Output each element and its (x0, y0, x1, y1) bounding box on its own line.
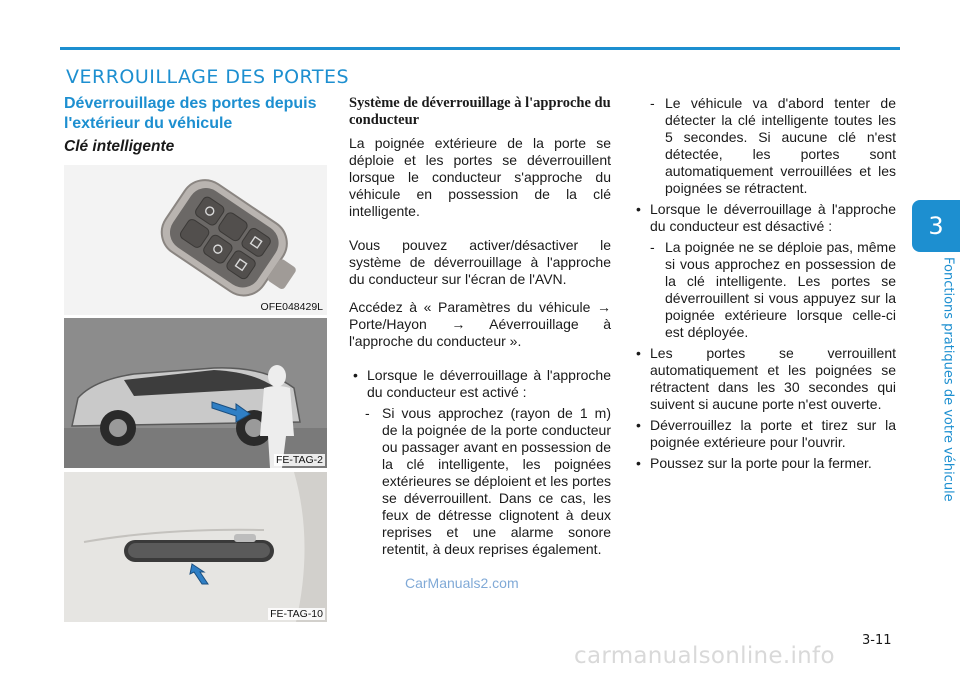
bullet-item: • Poussez sur la porte pour la fermer. (632, 455, 896, 472)
dash-text: Si vous approchez (rayon de 1 m) de la poignée de la porte conducteur ou passager avant en possession de la clé intelligente, les poignées extérieures se déploient et les portes se déverrouillent. Dans ce cas, les feux de détresse clignotent à deux reprises et une alarme sonore retentit, à deux reprises également. (382, 405, 611, 557)
paragraph: La poignée extérieure de la porte se déploie et les portes se déverrouillent lorsque le conducteur s'approche du véhicule en possession de la clé intelligente. (349, 135, 611, 219)
dash-mark: - (365, 405, 370, 421)
dash-item (632, 239, 896, 341)
section-title: VERROUILLAGE DES PORTES (66, 66, 350, 88)
right-column (632, 95, 896, 476)
chapter-title: Fonctions pratiques de votre véhicule (940, 257, 956, 502)
paragraph: Vous pouvez activer/désactiver le système de déverrouillage à l'approche du conducteur sur l'écran de l'AVN. (349, 237, 611, 287)
smart-key-image (64, 165, 327, 315)
left-heading: Déverrouillage des portes depuis l'extérieur du véhicule (64, 95, 317, 132)
bullet-item: • Déverrouillez la porte et tirez sur la poignée extérieure pour l'ouvrir. (632, 417, 896, 451)
chapter-caption (934, 257, 956, 507)
image-code: FE-TAG-10 (270, 608, 323, 620)
page-number: 3-11 (862, 633, 892, 648)
dash-mark: - (650, 95, 655, 111)
smart-key-fob-icon (64, 165, 327, 315)
door-handle-illustration-icon (64, 472, 327, 622)
watermark-large[interactable]: carmanualsonline.info (574, 643, 835, 669)
watermark-small[interactable]: CarManuals2.com (405, 575, 519, 591)
dash-item (349, 405, 611, 558)
left-subheading: Clé intelligente (64, 138, 175, 155)
dash-item (632, 95, 896, 197)
image-code: OFE048429L (260, 301, 323, 313)
dash-text: Le véhicule va d'abord tenter de détecter la clé intelligente toutes les 5 secondes. Si aucune clé n'est détectée, les portes sont automatiquement verrouillées et les poignées se rétractent. (665, 95, 896, 196)
image-code: FE-TAG-2 (275, 454, 323, 466)
paragraph: Accédez à « Paramètres du véhicule → Porte/Hayon → Aéverrouillage à l'approche du conducteur ». (349, 299, 611, 349)
door-handle-image (64, 472, 327, 622)
car-approach-illustration-icon (64, 318, 327, 468)
dash-mark: - (650, 239, 655, 255)
chapter-tab[interactable]: 3 (912, 200, 960, 252)
system-heading: Système de déverrouillage à l'approche du conducteur (349, 95, 611, 128)
dash-text: La poignée ne se déploie pas, même si vous approchez en possession de la clé intelligente. Les portes se déverrouillent si vous appuyez sur la poignée extérieure lorsque celle-ci est déployée. (665, 239, 896, 340)
bullet-item: • Les portes se verrouillent automatiquement et les poignées se rétractent dans les 30 secondes qui suivent si aucune porte n'est ouverte. (632, 345, 896, 413)
car-approach-image (64, 318, 327, 468)
top-rule (60, 47, 900, 50)
bullet-item: • Lorsque le déverrouillage à l'approche du conducteur est activé : (349, 367, 611, 401)
bullet-item: • Lorsque le déverrouillage à l'approche du conducteur est désactivé : (632, 201, 896, 235)
middle-column (349, 95, 611, 562)
